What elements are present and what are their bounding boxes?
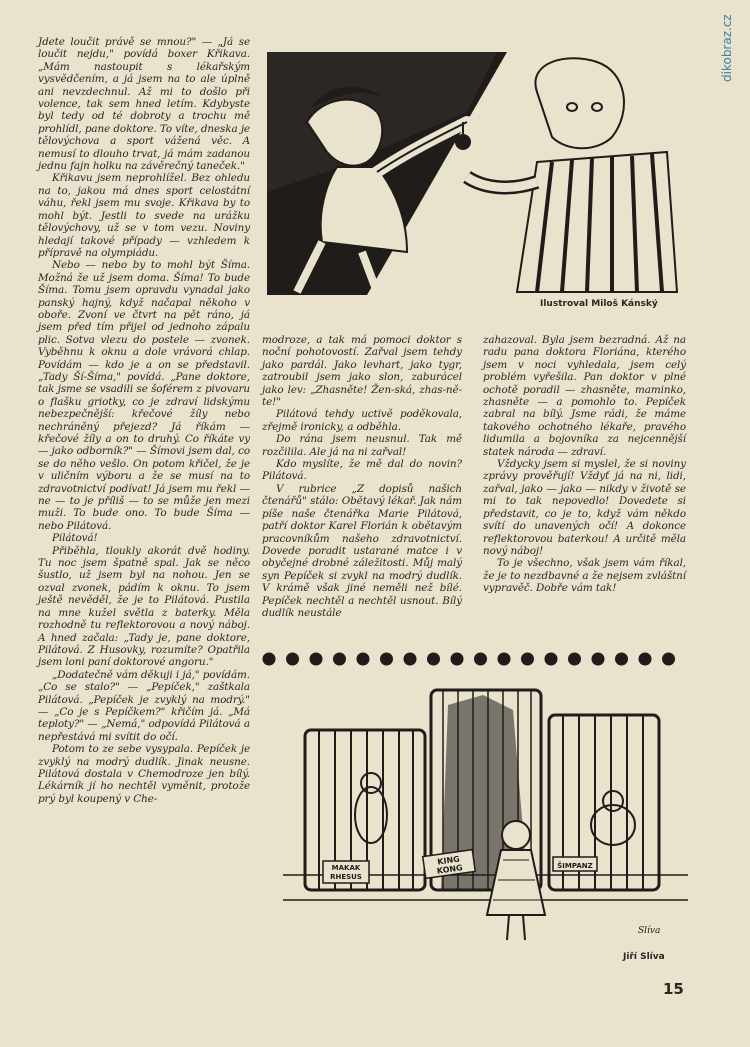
paragraph: Vždycky jsem si myslel, že si noviny zprávy prověřují! Vždyť já na ni, lidi, zařval, jako — jako — nikdy v životě se mi to tak nepovedlo! Dovedete si představit, co je to, když vám někdo svítí do unavených očí! A dokonce reflektorovou baterkou! A určitě měla nový náboj! [483,458,686,557]
top-illustration [267,52,688,295]
watermark: dikobraz.cz [720,14,734,82]
text-column-3 [483,334,686,595]
paragraph: Pilátová! [52,532,98,545]
paragraph: zahazoval. Byla jsem bezradná. Až na radu pana doktora Floriána, kterého jsem v noci vyhledala, jsem celý problém vyřešila. Pan doktor v plné ochotě poradil — zhasněte, maminko, zhasněte — a pomohlo to. Pepíček zabral na bílý. Jsme rádi, že máme takového ochotného lékaře, pravého lidumila a bojovníka za nejcennější statek národa — zdraví. [483,334,686,458]
separator-dot [310,653,323,666]
text-column-2 [262,334,462,619]
separator-dot [427,653,440,666]
illustrator-credit: Ilustroval Miloš Kánský [540,299,658,309]
separator-dot [545,653,558,666]
separator-dot [474,653,487,666]
paragraph: Pilátová tehdy uctivě poděkovala, zřejmě ironicky, a odběhla. [262,408,462,433]
illustrator-credit-bottom: Jiří Slíva [623,952,665,962]
text-column-1 [38,36,250,805]
paragraph: Nebo — nebo by to mohl být Šíma. Možná že už jsem doma. Šíma! To bude Šíma. Tomu jsem opravdu vynadal jako panský hajný, když načapal někoho v oboře. Zvoní ve čtvrt na pět ráno, já jsem před tím přijel od jednoho zápalu plic. Sotva vlezu do postele — zvonek. Vyběhnu k oknu a dole vrávorá chlap. Povídám — kdo je a on se představil. „Tady Ší-Šíma," povídá. „Pane doktore, tak jsme se vsadili se šoférem z pivovaru o flašku griotky, co je zdraví lidskýmu nebezpečnější: křečové žíly nebo nechráněný přejezd? Já říkám — křečové žíly a on to druhý. Co říkáte vy — jako odborník?" — Šímovi jsem dal, co se do něho vešlo. On potom křičel, že je v uličním výboru a že se musí na to zdravotnictví podívat! Já jsem mu řekl — ne — to je příliš — to se může jen mezi muži. To bude ono. To bude Šíma — nebo Pilátová. [38,259,250,532]
paragraph: Potom to ze sebe vysypala. Pepíček je zvyklý na modrý dudlík. Jinak neusne. Pilátová dostala v Chemodroze jen bílý. Lékárník jí ho nechtěl vyměnit, protože prý byl koupený v Che- [38,743,250,805]
page-number: 15 [663,980,684,998]
paragraph: To je všechno, však jsem vám říkal, že je to nezdbavné a že nejsem zvláštní vypravěč. Dobře vám tak! [483,557,686,595]
artist-signature: Slíva [638,926,661,936]
separator-dot [404,653,417,666]
separator-dot [498,653,511,666]
separator-dot [380,653,393,666]
paragraph: „Dodatečně vám děkuji i já," povídám. „Co se stalo?" — „Pepíček," zaštkala Pilátová. „Pepíček je zvyklý na modrý." — „Co je s Pepíčkem?" křičím já. „Má teploty?" — „Nemá," odpovídá Pilátová a nepřestává mi svítit do očí. [38,668,250,743]
paragraph: modroze, a tak má pomoci doktor s noční pohotovostí. Zařval jsem tehdy jako pardál. Jako levhart, jako tygr, zatroubil jsem jako slon, zaburácel jako lev: „Zhasněte! Žen-ská, zhas-ně-te!" [262,334,462,409]
paragraph: Přiběhla, tloukly akorát dvě hodiny. Tu noc jsem špatně spal. Jak se něco šustlo, už jsem byl na nohou. Jen se ozval zvonek, pádím k oknu. To jsem ještě nevěděl, že je to Pilátová. Pustila na mne kužel světla z baterky. Měla rozhodně tu reflektorovou a nový náboj. A hned začala: „Tady je, pane doktore, Pilátová. Z Husovky, rozumíte? Opatřila jsem loni paní doktorové angoru." [38,544,250,669]
sign-makak-line1: MAKAK [331,864,361,872]
separator-dot [333,653,346,666]
separator-dot [451,653,464,666]
paragraph: Křikavu jsem neprohlížel. Bez ohledu na to, jakou má dnes sport celostátní váhu, řekl jsem mu svoje. Křikava by to mohl být. Jestli to svede na urážku tělovýchovy, už se v tom vezu. Noviny hledají takové případy — vzhledem k přípravě na olympiádu. [38,172,250,259]
separator-dot [615,653,628,666]
sign-simpanz: ŠIMPANZ [557,862,593,870]
separator-dot [639,653,652,666]
separator-dot [286,653,299,666]
separator-dot [662,653,675,666]
bottom-illustration [283,685,688,952]
paragraph: Do rána jsem neusnul. Tak mě rozčilila. Ale já na ni zařval! [262,433,462,458]
separator-dot [521,653,534,666]
separator-dot [568,653,581,666]
separator-dot [357,653,370,666]
paragraph: V rubrice „Z dopisů našich čtenářů" stálo: Obětavý lékař. Jak nám píše naše čtenářka Marie Pilátová, patří doktor Karel Florián k obětavým pracovníkům našeho zdravotnictví. Dovede poradit ustarané matce i v obyčejné drobné záležitosti. Můj malý syn Pepíček si zvykl na modrý dudlík. V krámě však jiné neměli než bílé. Pepíček nechtěl a nechtěl usnout. Bílý dudlík neustále [262,482,462,619]
paragraph: Kdo myslíte, že mě dal do novin? Pilátová. [262,458,462,483]
sign-kingkong-line1: KING [436,854,461,867]
dot-separator [262,651,686,667]
sign-makak-line2: RHESUS [330,873,362,881]
sign-kingkong-line2: KONG [436,863,464,876]
separator-dot [592,653,605,666]
paragraph: Jdete loučit právě se mnou?" — „Já se loučit nejdu," povídá boxer Křikava. „Mám nastoupit s lékařským vysvědčením, a já jsem na to ale úplně ani nevzdechnul. Až mi to došlo při volence, tak sem hned letím. Kdybyste byl tedy od té dobroty a trochu mě prohlídl, pane doktore. To víte, dneska je tělovýchova a sport vážená věc. A nemusí to dlouho trvat, já mám zadanou jednu fajn holku na závěrečný taneček." [38,36,250,173]
separator-dot [263,653,276,666]
